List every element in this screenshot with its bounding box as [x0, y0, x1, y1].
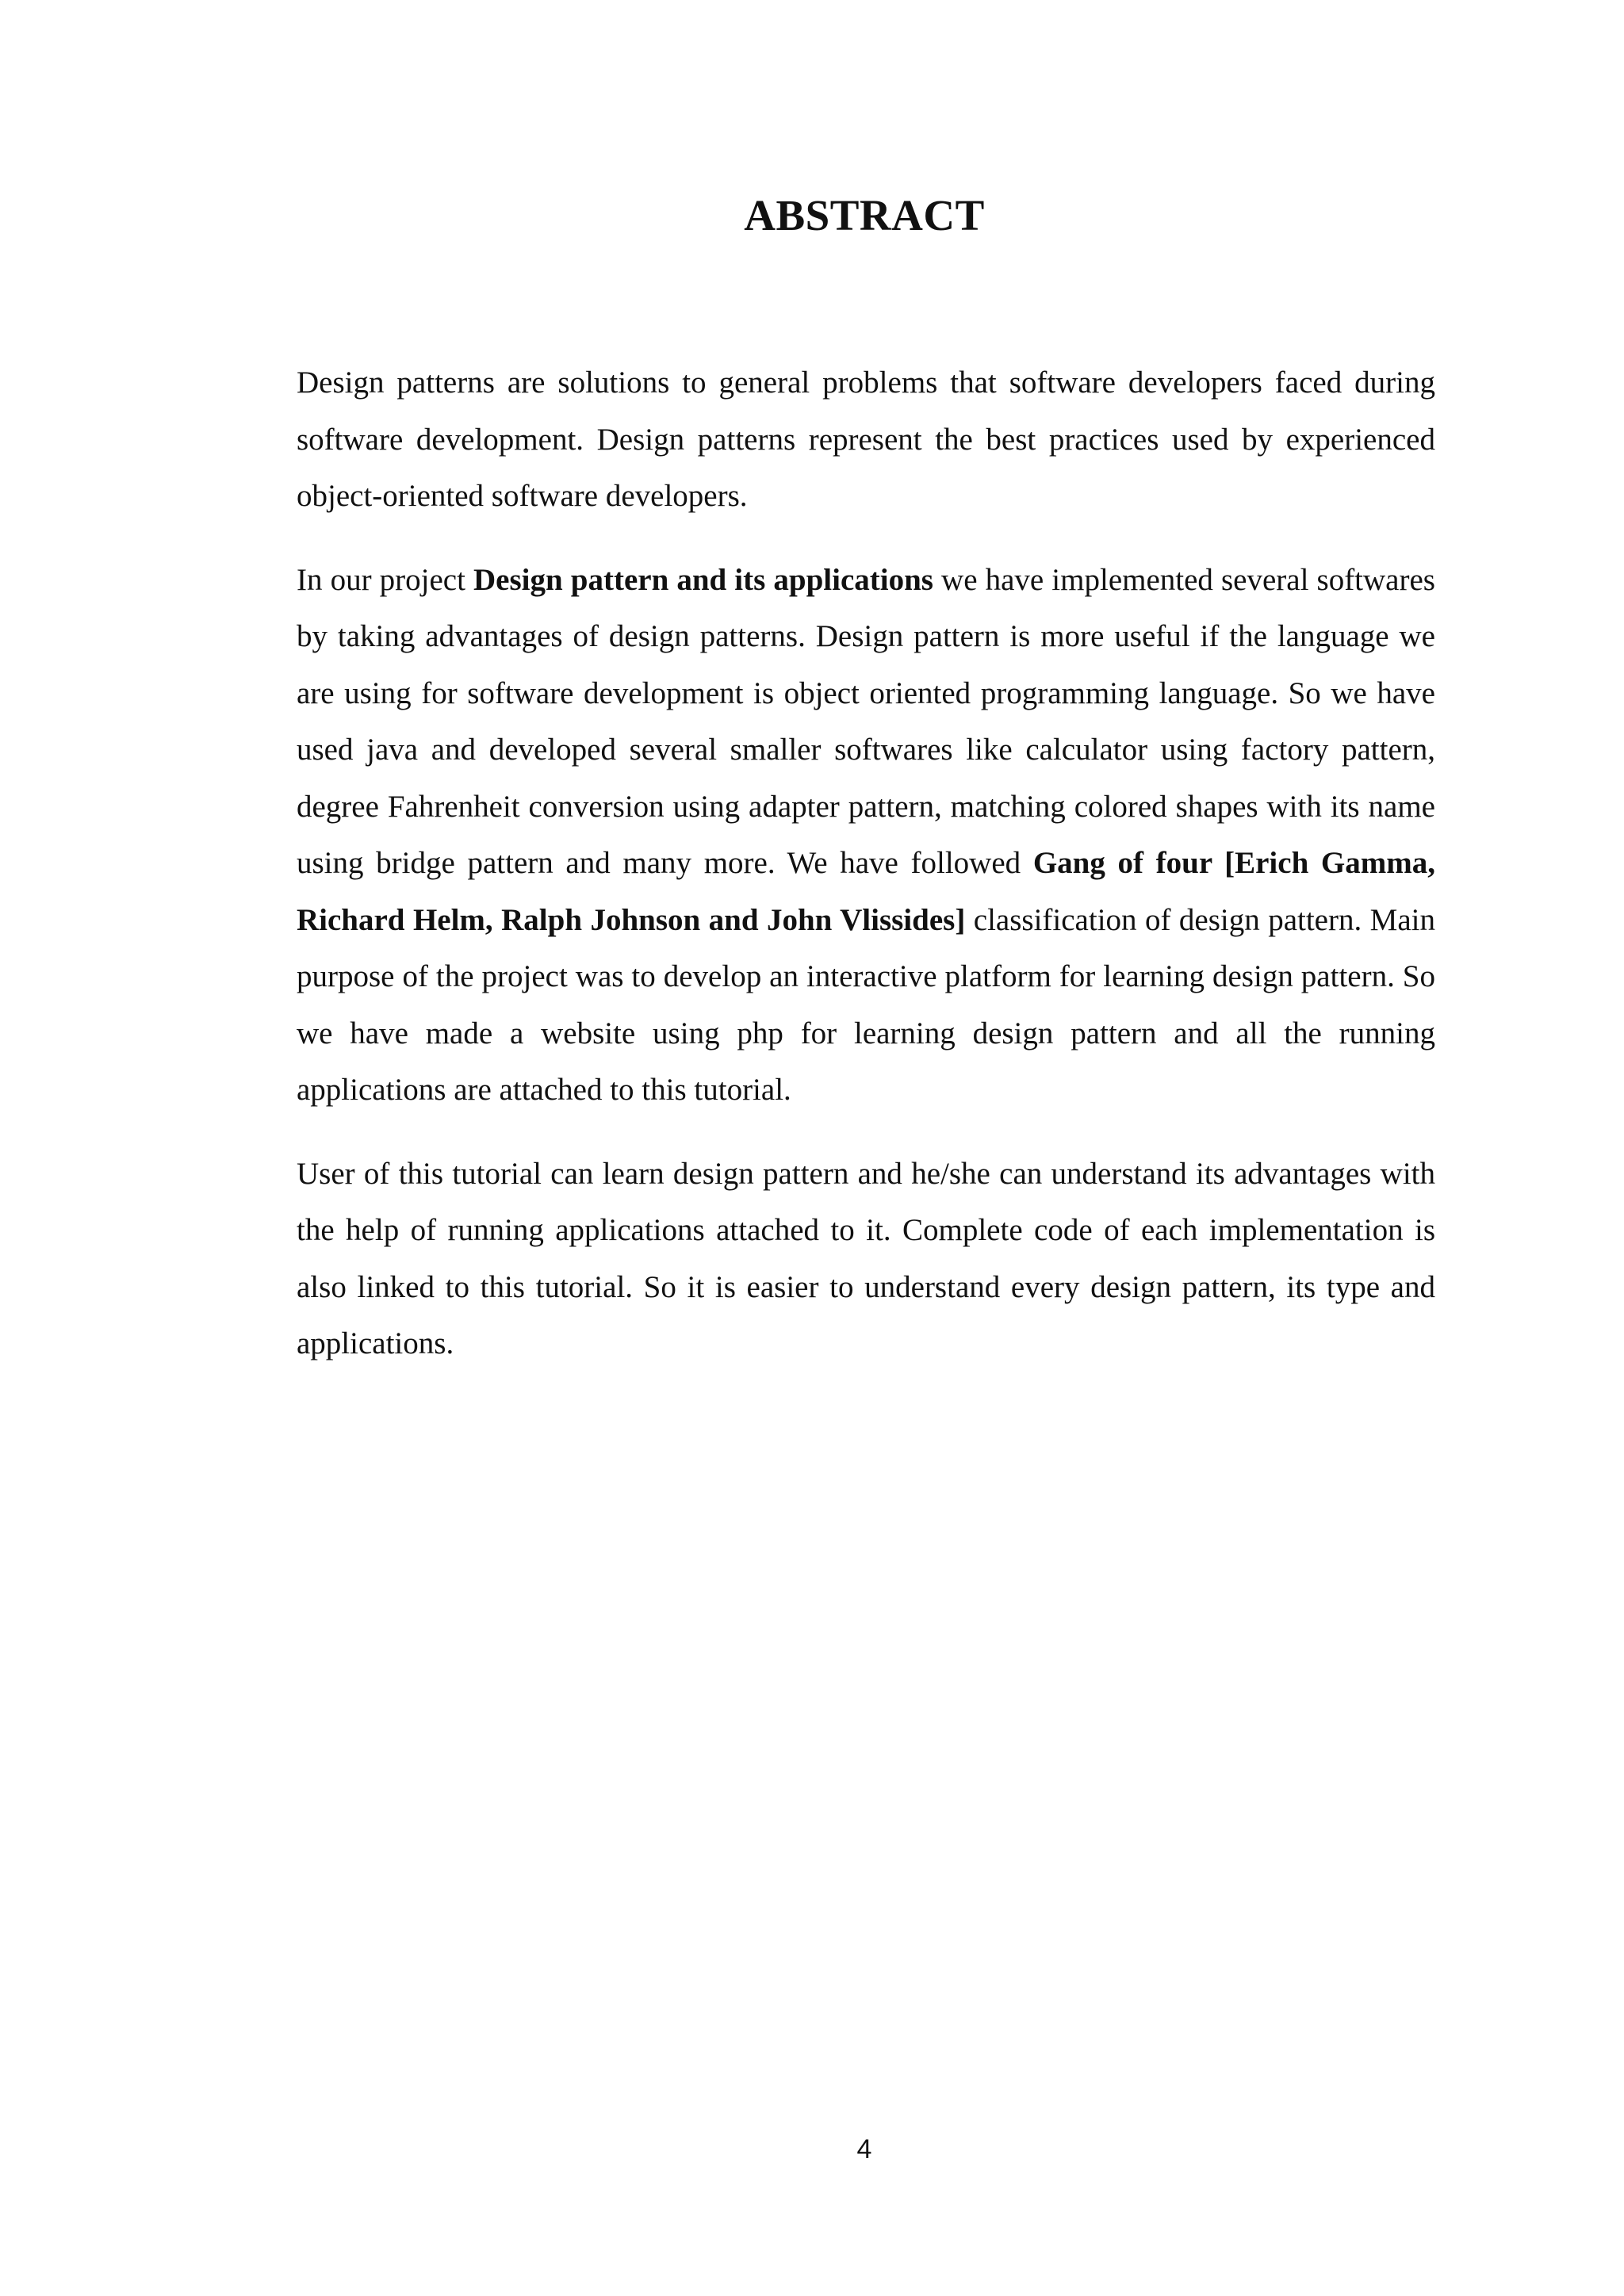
page-title: ABSTRACT: [744, 191, 985, 239]
paragraph-2-lead: In our project: [297, 562, 474, 597]
paragraph-2-tail: classification of design pattern. Main purpose of the project was to develop an interactive platform for learning design pattern. So we have made a website using php for learning design pattern and all the running applications are attached to this tutorial.: [297, 902, 1435, 1107]
gang-of-four-bold: Gang of four [Erich Gamma, Richard Helm, Ralph Johnson and John Vlissides]: [297, 846, 1435, 937]
page-number: 4: [856, 2134, 872, 2164]
project-name-bold: Design pattern and its applications: [473, 562, 933, 597]
paragraph-3: User of this tutorial can learn design pattern and he/she can understand its advantages with the help of running applications attached to it. Complete code of each implementation is also linked to this tutorial. So it is easier to understand every design pattern, its type and applications.: [297, 1156, 1435, 1360]
paragraph-2: [297, 552, 1435, 1119]
abstract-body: [297, 354, 1435, 1399]
paragraph-2-middle: we have implemented several softwares by taking advantages of design patterns. Design pattern is more useful if the language we are using for software development is object oriented programming language. So we have used java and developed several smaller softwares like calculator using factory pattern, degree Fahrenheit conversion using adapter pattern, matching colored shapes with its name using bridge pattern and many more. We have followed: [297, 562, 1435, 880]
paragraph-1: Design patterns are solutions to general problems that software developers faced during software development. Design patterns represent the best practices used by experienced object-oriented software developers.: [297, 365, 1435, 513]
